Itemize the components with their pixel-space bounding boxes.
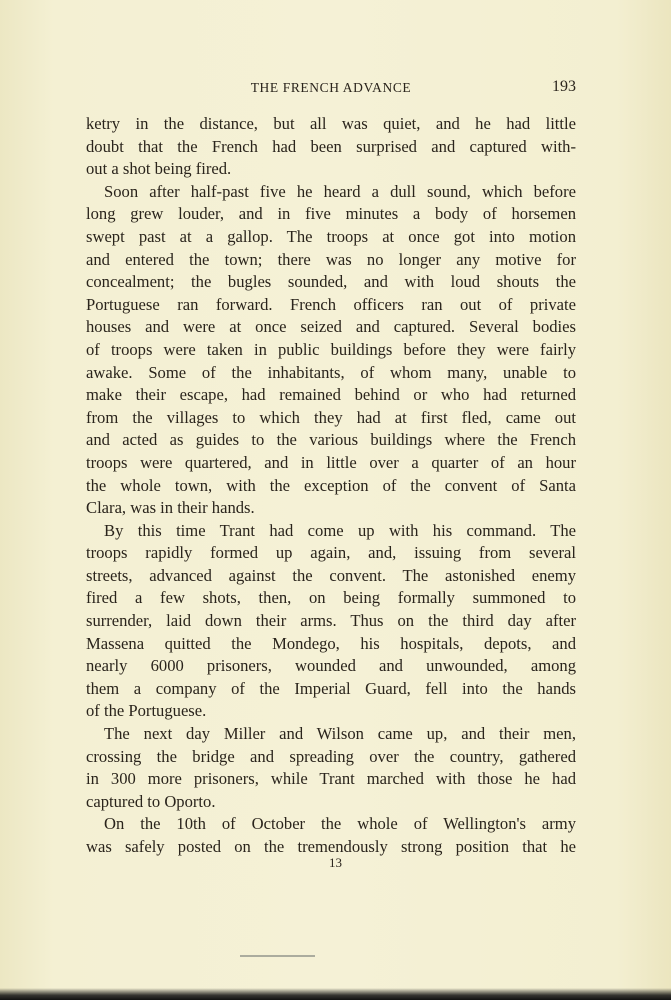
text-line: troops rapidly formed up again, and, issuing from several xyxy=(86,543,576,563)
text-line: captured to Oporto. xyxy=(86,791,216,811)
text-line: concealment; the bugles sounded, and with loud shouts the xyxy=(86,272,576,292)
text-line: crossing the bridge and spreading over the country, gathered xyxy=(86,746,576,766)
text-line: Portuguese ran forward. French officers ran out of private xyxy=(86,294,576,314)
text-line: the whole town, with the exception of the convent of Santa xyxy=(86,475,576,495)
text-line: houses and were at once seized and captured. Several bodies xyxy=(86,317,576,337)
text-line: long grew louder, and in five minutes a body of horsemen xyxy=(86,204,576,224)
text-line: of troops were taken in public buildings before they were fairly xyxy=(86,339,576,359)
text-line: in 300 more prisoners, while Trant marched with those he had xyxy=(86,769,576,789)
text-line: streets, advanced against the convent. The astonished enemy xyxy=(86,565,576,585)
text-line: swept past at a gallop. The troops at once got into motion xyxy=(86,226,576,246)
running-head-title: THE FRENCH ADVANCE xyxy=(250,80,412,95)
text-line: The next day Miller and Wilson came up, and their men, xyxy=(104,724,576,744)
text-line: By this time Trant had come up with his command. The xyxy=(104,520,576,540)
signature-mark: 13 xyxy=(329,855,342,870)
text-line: surrender, laid down their arms. Thus on the third day after xyxy=(86,611,576,631)
text-line: ketry in the distance, but all was quiet, and he had little xyxy=(86,114,576,133)
scan-artifact xyxy=(240,955,315,957)
scan-edge-shadow xyxy=(0,988,671,1000)
text-line: awake. Some of the inhabitants, of whom many, unable to xyxy=(86,362,576,382)
text-line: from the villages to which they had at first fled, came out xyxy=(86,407,576,427)
page-number: 193 xyxy=(552,78,576,95)
text-line: Soon after half-past five he heard a dull sound, which before xyxy=(104,181,576,201)
text-line: make their escape, had remained behind or who had returned xyxy=(86,385,576,405)
text-line: fired a few shots, then, on being formally summoned to xyxy=(86,588,576,608)
text-line: them a company of the Imperial Guard, fell into the hands xyxy=(86,678,576,698)
text-line: nearly 6000 prisoners, wounded and unwounded, among xyxy=(86,656,576,676)
text-line: doubt that the French had been surprised and captured with- xyxy=(86,136,576,156)
text-line: out a shot being fired. xyxy=(86,159,232,179)
text-line: On the 10th of October the whole of Wellington's army xyxy=(104,814,576,834)
text-line: of the Portuguese. xyxy=(86,701,207,721)
text-line: and entered the town; there was no longer any motive for xyxy=(86,249,576,269)
text-line: troops were quartered, and in little over a quarter of an hour xyxy=(86,452,576,472)
text-line: Clara, was in their hands. xyxy=(86,498,255,518)
text-line: was safely posted on the tremendously strong position that he xyxy=(86,837,576,856)
body-text xyxy=(86,113,576,859)
text-line: Massena quitted the Mondego, his hospitals, depots, and xyxy=(86,633,576,653)
running-head xyxy=(86,78,576,98)
text-line: and acted as guides to the various buildings where the French xyxy=(86,430,576,450)
